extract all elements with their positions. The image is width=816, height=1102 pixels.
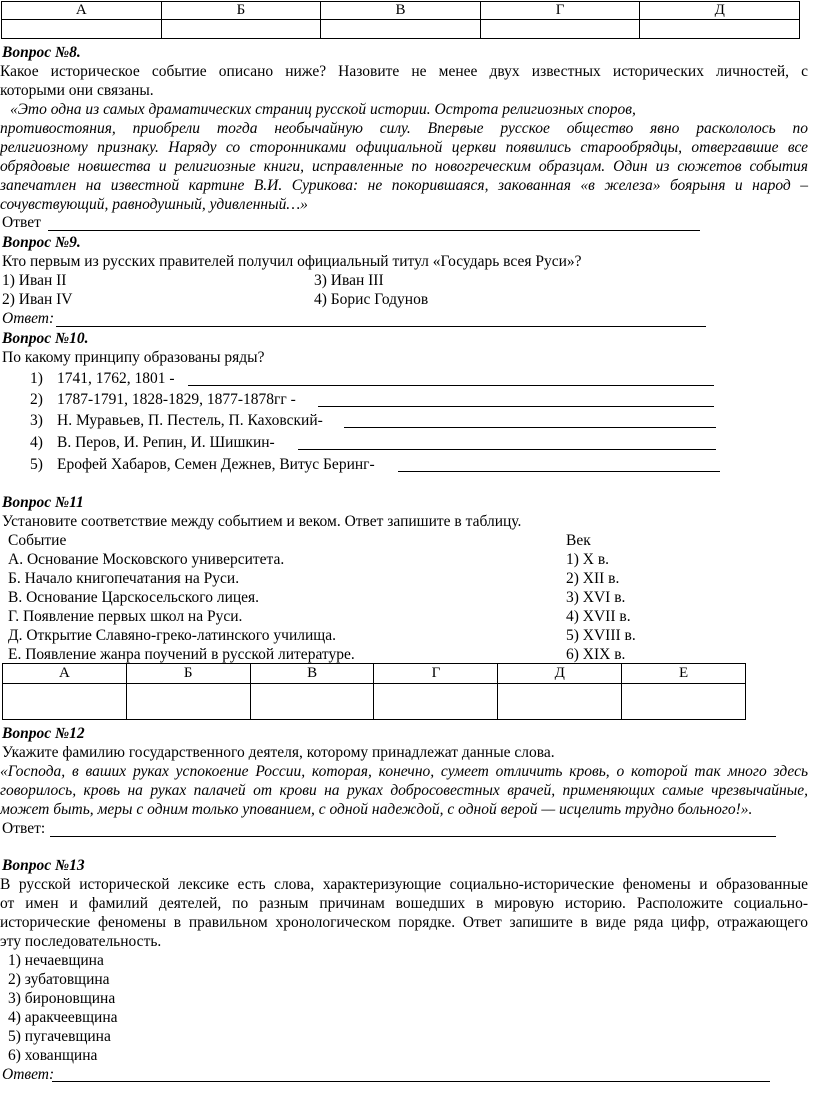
list-item: 1741, 1762, 1801 - [57, 370, 175, 387]
answer-cell[interactable] [161, 20, 321, 39]
question-9-title: Вопрос №9. [2, 234, 81, 251]
question-8-quote-line: обрядовые новшества и религиозные книги, исправленные по новогреческим образцам. Один из сюжетов события [0, 158, 808, 175]
question-10-text: По какому принципу образованы ряды? [2, 349, 265, 366]
question-12-text: Укажите фамилию государственного деятеля, которому принадлежат данные слова. [2, 744, 555, 761]
list-number: 5) [30, 456, 43, 473]
answer-line[interactable] [318, 406, 714, 407]
list-item: Н. Муравьев, П. Пестель, П. Каховский- [57, 412, 323, 429]
answer-line[interactable] [344, 427, 716, 428]
table-header-cell: В [250, 664, 374, 684]
table-header-cell: Г [480, 2, 640, 20]
option-item[interactable]: 2) Иван IV [2, 291, 73, 308]
question-11-title: Вопрос №11 [2, 494, 84, 511]
question-10-title: Вопрос №10. [2, 330, 89, 347]
table-header-cell: Б [161, 2, 321, 20]
question-12-quote-line: может быть, меры с одним только упованием, с одной надеждой, с одной верой — исцелить трудно больного!». [0, 801, 753, 818]
question-8-quote-line: сочувствующий, равнодушный, удивленный…» [0, 196, 308, 213]
option-item[interactable]: 3) Иван III [314, 272, 384, 289]
answer-cell[interactable] [250, 684, 374, 720]
answer-cell[interactable] [480, 20, 640, 39]
answer-line[interactable] [50, 836, 776, 837]
column-header-event: Событие [8, 532, 67, 549]
question-12-quote-line: «Господа, в ваших руках успокоение России, которая, конечно, сумеет отличить кровь, о которой так много здесь [0, 763, 808, 780]
event-item: Г. Появление первых школ на Руси. [8, 608, 243, 625]
list-item: 1) нечаевщина [8, 952, 104, 969]
table-header-cell: А [3, 664, 127, 684]
table-header-cell: Е [622, 664, 746, 684]
question-8-quote-line: запечатлен на известной картине В.И. Сурикова: не покорившаяся, закованная «в железа» боярыня и народ – [0, 177, 808, 194]
answer-cell[interactable] [498, 684, 622, 720]
question-8-text: Какое историческое событие описано ниже? Назовите не менее двух известных исторических личностей, с [0, 63, 808, 80]
century-item: 4) XVII в. [566, 608, 631, 625]
question-8-quote-line: «Это одна из самых драматических страниц русской истории. Острота религиозных споров, [10, 101, 636, 118]
question-13-text-line: исторические феномены в правильном хронологическом порядке. Ответ запишите в виде ряда цифр, отражающего [0, 914, 808, 931]
event-item: А. Основание Московского университета. [8, 551, 285, 568]
table-header-cell: В [321, 2, 481, 20]
century-item: 3) XVI в. [566, 589, 626, 606]
answer-cell[interactable] [374, 684, 498, 720]
answer-line[interactable] [188, 385, 714, 386]
answer-cell[interactable] [622, 684, 746, 720]
answer-line[interactable] [398, 471, 720, 472]
answer-cell[interactable] [640, 20, 800, 39]
answer-line[interactable] [48, 230, 700, 231]
question-8-quote-line: религиозному признаку. Наряду со сторонниками официальной церкви появились старообрядцы, отвергавшие все [0, 139, 808, 156]
century-item: 5) XVIII в. [566, 627, 636, 644]
question-11-text: Установите соответствие между событием и веком. Ответ запишите в таблицу. [2, 513, 522, 530]
answer-line[interactable] [56, 326, 706, 327]
question-8-text-cont: которыми они связаны. [0, 82, 154, 99]
answer-cell[interactable] [2, 20, 162, 39]
answer-label: Ответ [2, 214, 41, 231]
list-number: 1) [30, 370, 43, 387]
answer-line[interactable] [52, 1081, 770, 1082]
century-item: 6) XIX в. [566, 646, 626, 663]
table-header-cell: Г [374, 664, 498, 684]
table-header-cell: Д [640, 2, 800, 20]
event-item: Е. Появление жанра поучений в русской литературе. [8, 646, 355, 663]
question-8-title: Вопрос №8. [2, 44, 81, 61]
answer-label: Ответ: [2, 820, 46, 837]
option-item[interactable]: 1) Иван II [2, 272, 67, 289]
table-header-cell: А [2, 2, 162, 20]
event-item: Б. Начало книгопечатания на Руси. [8, 570, 240, 587]
answer-cell[interactable] [3, 684, 127, 720]
list-item: 2) зубатовщина [8, 971, 110, 988]
answer-cell[interactable] [321, 20, 481, 39]
event-item: Д. Открытие Славяно-греко-латинского училища. [8, 627, 336, 644]
list-item: 5) пугачевщина [8, 1028, 111, 1045]
question-8-quote-line: противостояния, приобрели тогда необычайную силу. Впервые русское общество явно раскололось по [0, 120, 808, 137]
list-item: 3) бироновщина [8, 990, 116, 1007]
list-number: 2) [30, 391, 43, 408]
century-item: 1) X в. [566, 551, 610, 568]
question-13-text-line: В русской исторической лексике есть слова, характеризующие социально-исторические феномены и образованные [0, 876, 808, 893]
answer-table-top [1, 1, 800, 39]
question-13-text-line: от имен и фамилий деятелей, по разным причинам вошедших в мировую историю. Расположите социально- [0, 895, 808, 912]
list-item: Ерофей Хабаров, Семен Дежнев, Витус Беринг- [57, 456, 375, 473]
event-item: В. Основание Царскосельского лицея. [8, 589, 260, 606]
list-item: 1787-1791, 1828-1829, 1877-1878гг - [57, 391, 296, 408]
century-item: 2) XII в. [566, 570, 620, 587]
question-12-quote-line: говорилось, кровь на руках палачей от крови на руках добросовестных врачей, применяющих самые чрезвычайные, [0, 782, 808, 799]
column-header-century: Век [566, 532, 591, 549]
option-item[interactable]: 4) Борис Годунов [314, 291, 429, 308]
table-header-cell: Д [498, 664, 622, 684]
question-13-text-line: эту последовательность. [0, 933, 162, 950]
list-number: 3) [30, 412, 43, 429]
answer-label: Ответ: [2, 1066, 55, 1083]
question-9-text: Кто первым из русских правителей получил официальный титул «Государь всея Руси»? [2, 253, 582, 270]
question-12-title: Вопрос №12 [2, 725, 85, 742]
list-item: 6) хованщина [8, 1047, 98, 1064]
answer-table-q11 [2, 663, 746, 720]
list-item: 4) аракчеевщина [8, 1009, 118, 1026]
table-header-cell: Б [126, 664, 250, 684]
answer-label: Ответ: [2, 310, 55, 327]
answer-line[interactable] [298, 449, 716, 450]
answer-cell[interactable] [126, 684, 250, 720]
question-13-title: Вопрос №13 [2, 857, 85, 874]
list-item: В. Перов, И. Репин, И. Шишкин- [57, 434, 275, 451]
list-number: 4) [30, 434, 43, 451]
